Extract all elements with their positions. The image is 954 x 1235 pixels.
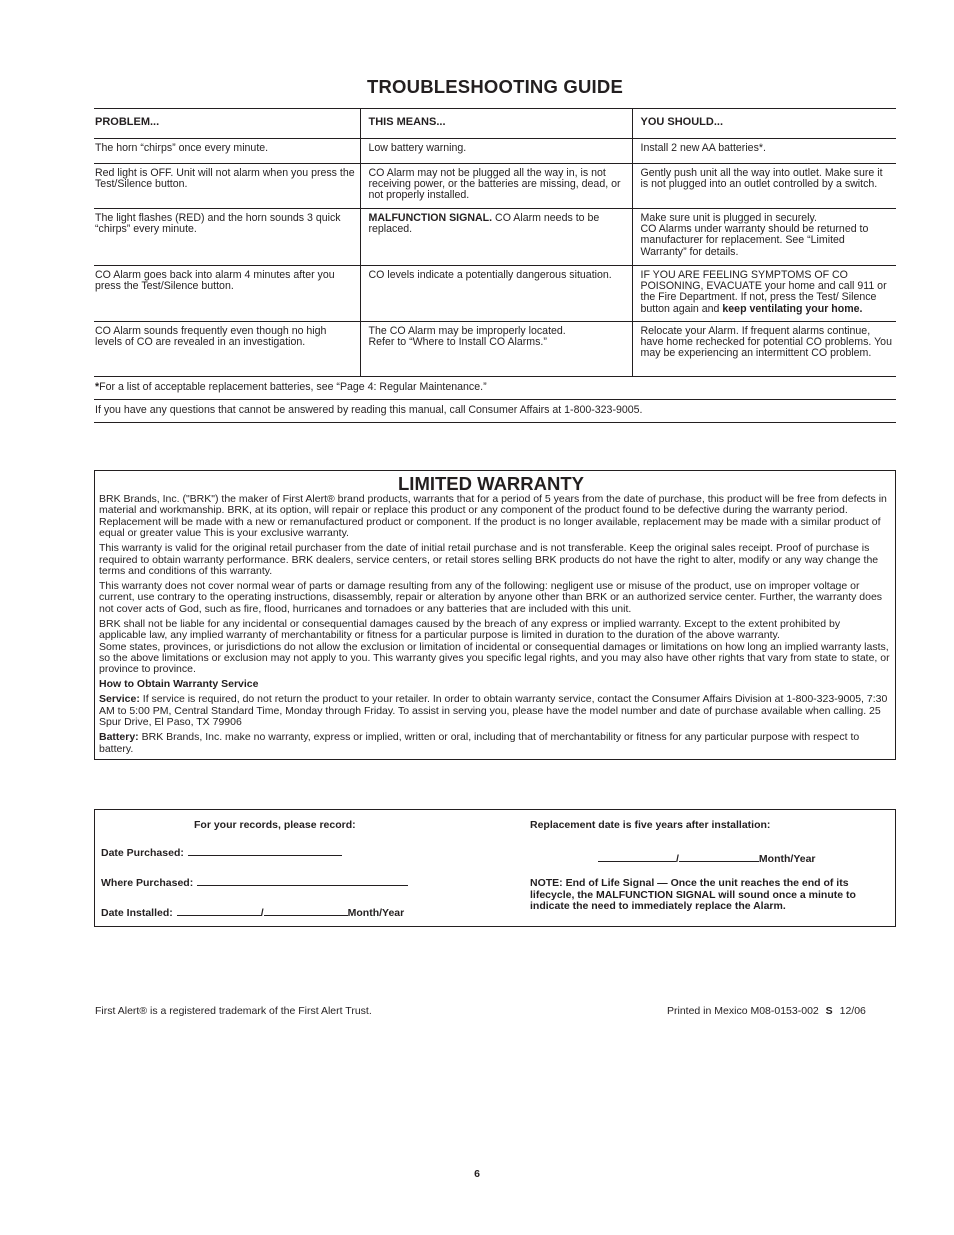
table-row bbox=[94, 209, 896, 266]
warranty-body bbox=[99, 494, 890, 759]
means-line: Refer to “Where to Install CO Alarms.” bbox=[368, 336, 547, 349]
where-purchased-field bbox=[101, 876, 408, 889]
service-text: If service is required, do not return the product to your retailer. In order to obtain warranty service, contact the Consumer Affairs Division at 1-800-323-9005, 7:30 AM to 5:00 PM, Central Standard Time, Monday through Friday. To assist in serving you, please have the model number and date of purchase available when calling. 25 Spur Drive, El Paso, TX 79906 bbox=[99, 693, 888, 729]
should-cell bbox=[632, 266, 896, 322]
should-cell: Relocate your Alarm. If frequent alarms continue, have home rechecked for potential CO problems. You may be experiencing an intermittent CO problem. bbox=[632, 322, 896, 377]
warranty-paragraph: Some states, provinces, or jurisdictions do not allow the exclusion or limitation of incidental or consequential damages or limitations on how long an implied warranty lasts, so the above limitations or exclusion may not apply to you. This warranty gives you specific legal rights, and you may also have other rights that vary from state to state, or province to province. bbox=[99, 640, 890, 676]
warranty-battery-paragraph bbox=[99, 732, 890, 755]
means-cell: CO levels indicate a potentially dangerous situation. bbox=[360, 266, 632, 322]
limited-warranty-box bbox=[94, 470, 896, 760]
troubleshooting-title: TROUBLESHOOTING GUIDE bbox=[366, 76, 623, 97]
should-cell: Install 2 new AA batteries*. bbox=[632, 139, 896, 164]
installed-year-blank[interactable] bbox=[264, 906, 348, 916]
date-purchased-field bbox=[101, 846, 342, 859]
malfunction-signal-label: MALFUNCTION SIGNAL. bbox=[368, 212, 493, 224]
warranty-service-heading bbox=[99, 679, 890, 690]
battery-label: Battery: bbox=[99, 731, 139, 744]
warranty-paragraph: This warranty is valid for the original retail purchaser from the date of initial retail purchase and is not transferable. Keep the original sales receipt. Proof of purchase is required to obtain warranty performance. BRK dealers, service centers, or retail stores selling BRK products do not have the right to alter, modify or any way change the terms and conditions of this warranty. bbox=[99, 542, 879, 578]
printed-in: Printed in Mexico M08-0153-002 bbox=[667, 1005, 819, 1017]
records-box bbox=[94, 809, 896, 927]
records-heading: For your records, please record: bbox=[194, 819, 356, 831]
warranty-paragraph: BRK shall not be liable for any incidental or consequential damages caused by the breach of any express or implied warranty. Except to the extent prohibited by applicable law, any implied warranty of merchantability or fitness for a particular purpose is limited in duration to the duration of the above warranty. bbox=[99, 617, 841, 642]
means-cell bbox=[360, 209, 632, 266]
header-problem: PROBLEM... bbox=[94, 109, 360, 139]
troubleshooting-table bbox=[94, 108, 896, 423]
means-line: The CO Alarm may be improperly located. bbox=[368, 325, 566, 337]
replacement-heading: Replacement date is five years after installation: bbox=[530, 819, 771, 831]
date-installed-field bbox=[101, 906, 404, 919]
problem-cell: CO Alarm goes back into alarm 4 minutes after you press the Test/Silence button. bbox=[94, 266, 360, 322]
means-cell bbox=[360, 322, 632, 377]
warranty-paragraph: BRK Brands, Inc. ("BRK") the maker of First Alert® brand products, warrants that for a period of 5 years from the date of purchase, this product will be free from defects in material and workmanship. BRK, at its option, will repair or replace this product or any component of the product found to be defective during the warranty period. Replacement will be made with a new or remanufactured product or component. If the product is no longer available, replacement may be made with a similar product of equal or greater value This is your exclusive warranty. bbox=[99, 493, 887, 540]
month-year-label: Month/Year bbox=[758, 853, 816, 865]
installed-month-blank[interactable] bbox=[177, 906, 261, 916]
replacement-year-blank[interactable] bbox=[679, 852, 759, 862]
table-row bbox=[94, 139, 896, 164]
contact-cell: If you have any questions that cannot be answered by reading this manual, call Consumer Affairs at 1-800-323-9005. bbox=[94, 400, 896, 423]
table-row bbox=[94, 322, 896, 377]
slash: / bbox=[260, 907, 264, 919]
page-number: 6 bbox=[474, 1168, 480, 1180]
table-row bbox=[94, 266, 896, 322]
print-info bbox=[667, 1005, 866, 1017]
replacement-date-field bbox=[598, 852, 816, 865]
service-label: Service: bbox=[99, 693, 140, 706]
means-cell: CO Alarm may not be plugged all the way in, is not receiving power, or the batteries are missing, dead, or not properly installed. bbox=[360, 164, 632, 209]
end-of-life-note: NOTE: End of Life Signal — Once the unit reaches the end of its lifecycle, the MALFUNCTION SIGNAL will sound once a minute to indicate the need to immediately replace the Alarm. bbox=[530, 877, 856, 913]
print-date: 12/06 bbox=[839, 1005, 866, 1017]
header-this-means: THIS MEANS... bbox=[360, 109, 632, 139]
replacement-month-blank[interactable] bbox=[598, 852, 676, 862]
should-cell: Gently push unit all the way into outlet. Make sure it is not plugged into an outlet controlled by a switch. bbox=[632, 164, 896, 209]
table-row bbox=[94, 164, 896, 209]
contact-row bbox=[94, 400, 896, 423]
table-header-row bbox=[94, 109, 896, 139]
problem-cell: The light flashes (RED) and the horn sounds 3 quick “chirps” every minute. bbox=[94, 209, 360, 266]
footnote-star: * bbox=[95, 381, 100, 393]
should-text: IF YOU ARE FEELING SYMPTOMS OF CO POISONING, EVACUATE your home and call 911 or the Fire Department. If not, press the Test/ Silence button again and bbox=[640, 269, 887, 315]
month-year-label: Month/Year bbox=[347, 907, 405, 919]
how-to-obtain-heading: How to Obtain Warranty Service bbox=[99, 678, 259, 691]
warranty-paragraph: This warranty does not cover normal wear of parts or damage resulting from any of the following: negligent use or misuse of the product, use on improper voltage or current, use contrary to the operating instructions, disassembly, repair or alteration by anyone other than BRK or an authorized service center. Further, the warranty does not cover acts of God, such as fire, flood, hurricanes and tornadoes or any batteries that are included with this unit. bbox=[99, 580, 883, 615]
problem-cell: CO Alarm sounds frequently even though no high levels of CO are revealed in an investigation. bbox=[94, 322, 360, 377]
footnote-text: For a list of acceptable replacement batteries, see “Page 4: Regular Maintenance.” bbox=[99, 381, 487, 393]
trademark-note: First Alert® is a registered trademark of the First Alert Trust. bbox=[95, 1005, 372, 1017]
problem-cell: Red light is OFF. Unit will not alarm when you press the Test/Silence button. bbox=[94, 164, 360, 209]
warranty-service-paragraph bbox=[99, 694, 890, 728]
should-cell bbox=[632, 209, 896, 266]
should-line: Make sure unit is plugged in securely. bbox=[640, 212, 817, 224]
date-purchased-blank[interactable] bbox=[188, 846, 342, 856]
should-bold-text: keep ventilating your home. bbox=[722, 302, 863, 315]
footnote-row bbox=[94, 377, 896, 400]
date-installed-label: Date Installed: bbox=[101, 907, 173, 919]
date-purchased-label: Date Purchased: bbox=[101, 847, 184, 859]
where-purchased-blank[interactable] bbox=[197, 876, 408, 886]
battery-text: BRK Brands, Inc. make no warranty, express or implied, written or oral, including that of merchantability or fitness for any particular purpose with respect to battery. bbox=[99, 731, 860, 755]
warranty-title: LIMITED WARRANTY bbox=[398, 473, 585, 494]
slash: / bbox=[676, 853, 679, 865]
should-line: CO Alarms under warranty should be returned to manufacturer for replacement. See “Limited Warranty” for details. bbox=[640, 223, 869, 258]
footnote-cell bbox=[94, 377, 896, 400]
problem-cell: The horn “chirps” once every minute. bbox=[94, 139, 360, 164]
means-text: CO Alarm needs to be replaced. bbox=[368, 212, 600, 236]
print-code-s: S bbox=[825, 1005, 833, 1017]
means-cell: Low battery warning. bbox=[360, 139, 632, 164]
header-you-should: YOU SHOULD... bbox=[632, 109, 896, 139]
where-purchased-label: Where Purchased: bbox=[101, 877, 194, 889]
